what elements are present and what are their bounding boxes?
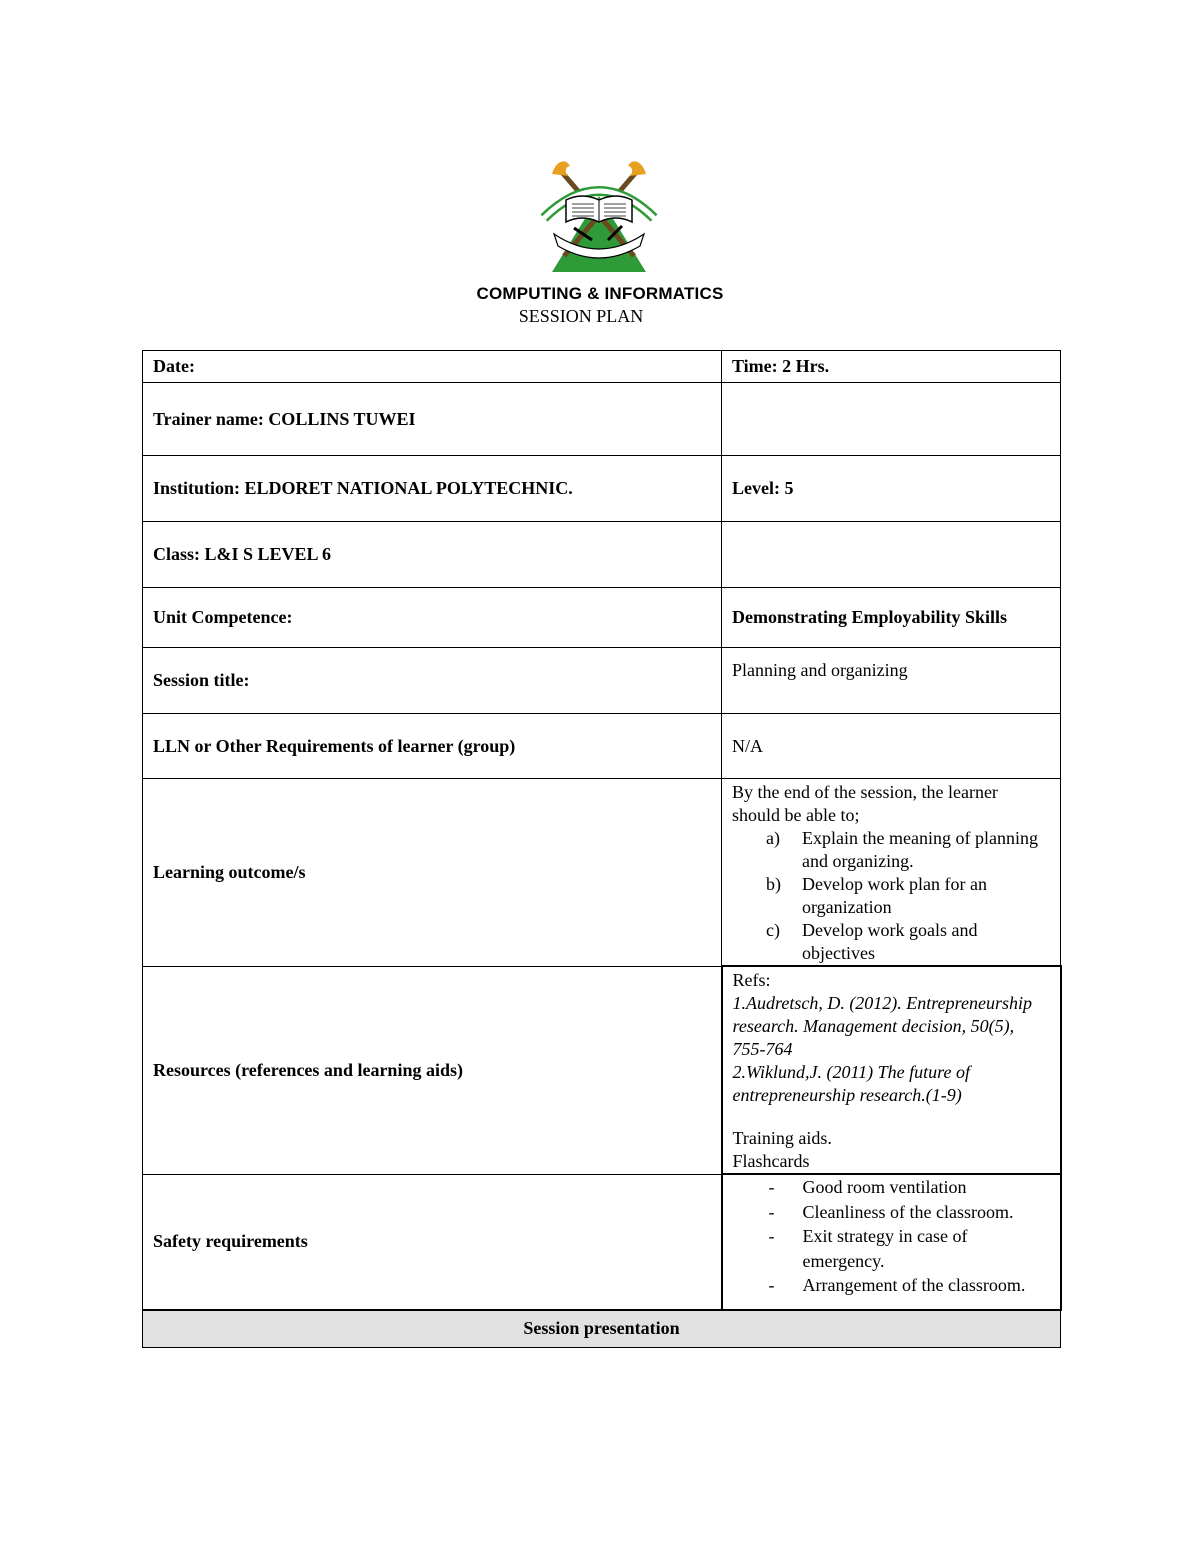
list-item: - Exit strategy in case of emergency.: [733, 1224, 1050, 1273]
training-aids-value: Flashcards: [732, 1151, 810, 1171]
list-item: [732, 873, 1050, 919]
table-row: [143, 1174, 1061, 1310]
session-title-value: [722, 648, 1061, 714]
refs-heading: Refs:: [732, 970, 771, 990]
session-title-label: Session title:: [143, 648, 722, 714]
list-item-text: Explain the meaning of planning and organizing.: [802, 828, 1038, 871]
session-title-text: Planning and organizing: [732, 660, 908, 680]
list-item: [732, 827, 1050, 873]
lln-value: N/A: [722, 714, 1061, 779]
list-item-text: Develop work goals and objectives: [802, 920, 978, 963]
training-aids-heading: Training aids.: [732, 1128, 832, 1148]
safety-label: Safety requirements: [143, 1174, 722, 1310]
table-row: [143, 588, 1061, 648]
list-marker: b): [766, 874, 781, 894]
outcomes-intro: By the end of the session, the learner should be able to;: [732, 782, 998, 825]
session-presentation-heading: Session presentation: [143, 1310, 1061, 1347]
list-item-text: Develop work plan for an organization: [802, 874, 987, 917]
learning-outcomes-label: Learning outcome/s: [143, 779, 722, 967]
table-row: [143, 456, 1061, 522]
references-block: [733, 969, 1050, 1173]
list-item: - Arrangement of the classroom.: [733, 1273, 1050, 1298]
institution-logo: [522, 156, 676, 274]
session-plan-table: [142, 350, 1062, 1348]
resources-value: [722, 966, 1061, 1174]
list-marker: c): [766, 920, 780, 940]
department-heading: COMPUTING & INFORMATICS: [476, 284, 724, 303]
table-row: [143, 1310, 1061, 1347]
trainer-name: Trainer name: COLLINS TUWEI: [143, 383, 722, 456]
document-title: SESSION PLAN: [518, 306, 644, 326]
table-row: [143, 522, 1061, 588]
reference-2: 2.Wiklund,J. (2011) The future of entrepreneurship research.(1-9): [732, 1062, 970, 1105]
empty-cell: [722, 383, 1061, 456]
table-row: [143, 966, 1061, 1174]
outcomes-list: [732, 827, 1050, 965]
list-item: - Cleanliness of the classroom.: [733, 1200, 1050, 1225]
lln-label: LLN or Other Requirements of learner (group): [143, 714, 722, 779]
safety-list: [733, 1175, 1050, 1298]
logo-flame-left: [552, 161, 570, 176]
table-row: [143, 714, 1061, 779]
logo-flame-right: [628, 161, 646, 176]
institution: Institution: ELDORET NATIONAL POLYTECHNIC.: [143, 456, 722, 522]
table-row: [143, 648, 1061, 714]
level-value: Level: 5: [722, 456, 1061, 522]
list-marker: a): [766, 828, 780, 848]
safety-value: [722, 1174, 1061, 1310]
reference-1: 1.Audretsch, D. (2012). Entrepreneurship research. Management decision, 50(5), 755-764: [732, 993, 1032, 1059]
class-value: Class: L&I S LEVEL 6: [143, 522, 722, 588]
unit-competence-label: Unit Competence:: [143, 588, 722, 648]
date-label: Date:: [143, 351, 722, 383]
list-item: [732, 919, 1050, 965]
list-item: - Good room ventilation: [733, 1175, 1050, 1200]
unit-competence-value: Demonstrating Employability Skills: [722, 588, 1061, 648]
table-row: [143, 779, 1061, 967]
table-row: [143, 351, 1061, 383]
resources-label: Resources (references and learning aids): [143, 966, 722, 1174]
time-value: Time: 2 Hrs.: [722, 351, 1061, 383]
learning-outcomes-value: [722, 779, 1061, 967]
table-row: [143, 383, 1061, 456]
empty-cell: [722, 522, 1061, 588]
